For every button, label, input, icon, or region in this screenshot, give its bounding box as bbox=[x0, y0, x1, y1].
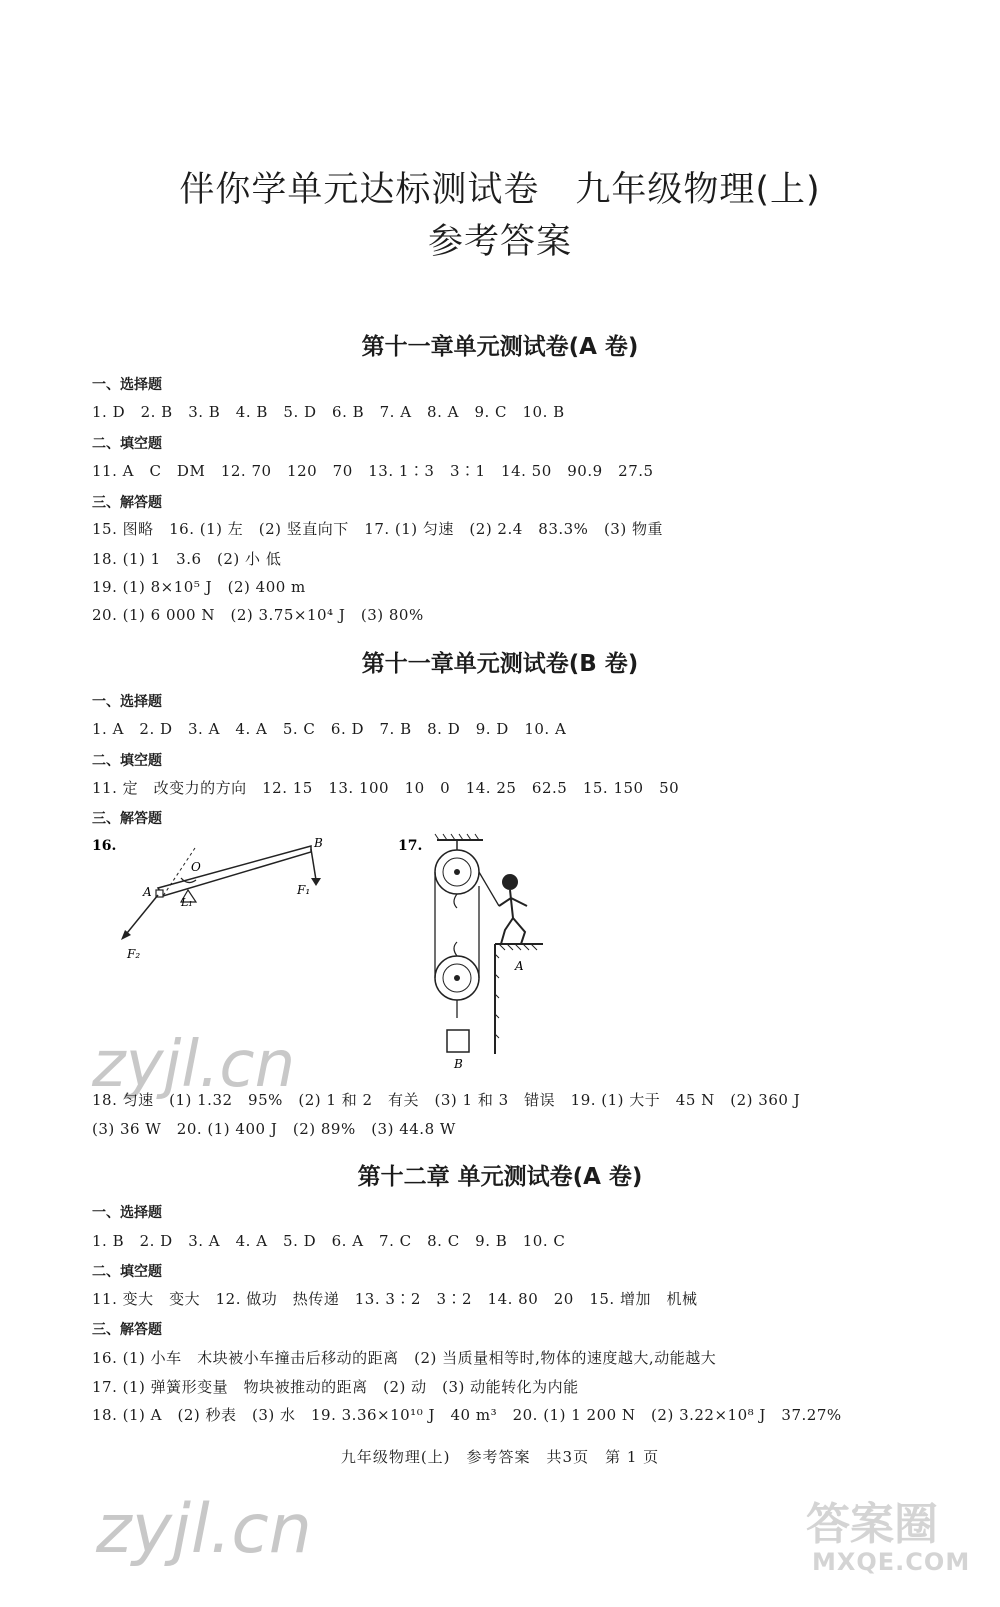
watermark: zyjl.cn bbox=[96, 1490, 312, 1569]
answer-line: 20. (1) 6 000 N (2) 3.75×10⁴ J (3) 80% bbox=[92, 606, 424, 624]
answer-line: 1. D 2. B 3. B 4. B 5. D 6. B 7. A 8. A 9. C 10. B bbox=[92, 403, 565, 421]
question-type: 三、解答题 bbox=[92, 811, 162, 827]
answer-line: 1. A 2. D 3. A 4. A 5. C 6. D 7. B 8. D 9. D 10. A bbox=[92, 720, 567, 738]
axle bbox=[454, 975, 460, 981]
question-type: 三、解答题 bbox=[92, 1322, 162, 1338]
answer-line: (3) 36 W 20. (1) 400 J (2) 89% (3) 44.8 W bbox=[92, 1120, 456, 1138]
answer-line: 16. (1) 小车 木块被小车撞击后移动的距离 (2) 当质量相等时,物体的速度越大,动能越大 bbox=[92, 1349, 717, 1367]
doc-title: 伴你学单元达标测试卷 九年级物理(上) bbox=[179, 170, 821, 210]
lever-end bbox=[311, 849, 316, 880]
answer-line: 15. 图略 16. (1) 左 (2) 竖直向下 17. (1) 匀速 (2) 2.4 83.3% (3) 物重 bbox=[92, 520, 663, 538]
question-type: 一、选择题 bbox=[92, 694, 162, 710]
lever-bar bbox=[158, 846, 311, 896]
question-type: 二、填空题 bbox=[92, 436, 162, 452]
doc-subtitle: 参考答案 bbox=[427, 222, 572, 262]
question-type: 二、填空题 bbox=[92, 753, 162, 769]
label-b: B bbox=[454, 1057, 463, 1071]
watermark-logo: 答案圈 bbox=[806, 1499, 938, 1550]
answer-line: 18. (1) A (2) 秒表 (3) 水 19. 3.36×10¹⁰ J 40 m³ 20. (1) 1 200 N (2) 3.22×10⁸ J 37.27% bbox=[92, 1406, 842, 1424]
watermark-url: MXQE.COM bbox=[812, 1548, 971, 1576]
figure-number: 17. bbox=[398, 838, 423, 854]
block-b bbox=[447, 1030, 469, 1052]
figure-17-pulley bbox=[395, 828, 565, 1080]
figure-number: 16. bbox=[92, 838, 117, 854]
answer-line: 11. 变大 变大 12. 做功 热传递 13. 3∶2 3∶2 14. 80 20 15. 增加 机械 bbox=[92, 1290, 698, 1308]
hook bbox=[454, 894, 457, 956]
section-heading: 第十一章单元测试卷(B 卷) bbox=[361, 651, 639, 677]
answer-line: 19. (1) 8×10⁵ J (2) 400 m bbox=[92, 578, 306, 596]
label-o: O bbox=[191, 860, 201, 874]
watermark: zyjl.cn bbox=[92, 1028, 296, 1102]
question-type: 一、选择题 bbox=[92, 1205, 162, 1221]
answer-line: 11. A C DM 12. 70 120 70 13. 1∶3 3∶1 14. 50 90.9 27.5 bbox=[92, 462, 654, 480]
label-a: A bbox=[143, 885, 152, 899]
pull-rope bbox=[479, 872, 499, 906]
label-a: A bbox=[515, 959, 524, 973]
answer-line: 1. B 2. D 3. A 4. A 5. D 6. A 7. C 8. C 9. B 10. C bbox=[92, 1232, 566, 1250]
label-f1: F₁ bbox=[297, 883, 311, 897]
page-footer: 九年级物理(上) 参考答案 共3页 第 1 页 bbox=[340, 1448, 660, 1466]
section-heading: 第十一章单元测试卷(A 卷) bbox=[361, 334, 639, 360]
section-heading: 第十二章 单元测试卷(A 卷) bbox=[357, 1164, 643, 1190]
answer-line: 18. (1) 1 3.6 (2) 小 低 bbox=[92, 550, 282, 568]
person-body bbox=[499, 890, 527, 944]
arrow-head bbox=[121, 930, 131, 940]
label-b: B bbox=[314, 836, 323, 850]
arrow-head bbox=[311, 878, 321, 886]
answer-line: 11. 定 改变力的方向 12. 15 13. 100 10 0 14. 25 62.5 15. 150 50 bbox=[92, 779, 680, 797]
label-l1: L₁ bbox=[181, 896, 193, 909]
question-type: 三、解答题 bbox=[92, 495, 162, 511]
figure-16-lever bbox=[85, 830, 355, 970]
force-f2-line bbox=[123, 895, 158, 938]
answer-line: 17. (1) 弹簧形变量 物块被推动的距离 (2) 动 (3) 动能转化为内能 bbox=[92, 1378, 579, 1396]
person-head bbox=[502, 874, 518, 890]
label-f2: F₂ bbox=[127, 947, 141, 961]
question-type: 一、选择题 bbox=[92, 377, 162, 393]
question-type: 二、填空题 bbox=[92, 1264, 162, 1280]
answer-line: 18. 匀速 (1) 1.32 95% (2) 1 和 2 有关 (3) 1 和 3 错误 19. (1) 大于 45 N (2) 360 J bbox=[92, 1091, 801, 1109]
axle bbox=[454, 869, 460, 875]
